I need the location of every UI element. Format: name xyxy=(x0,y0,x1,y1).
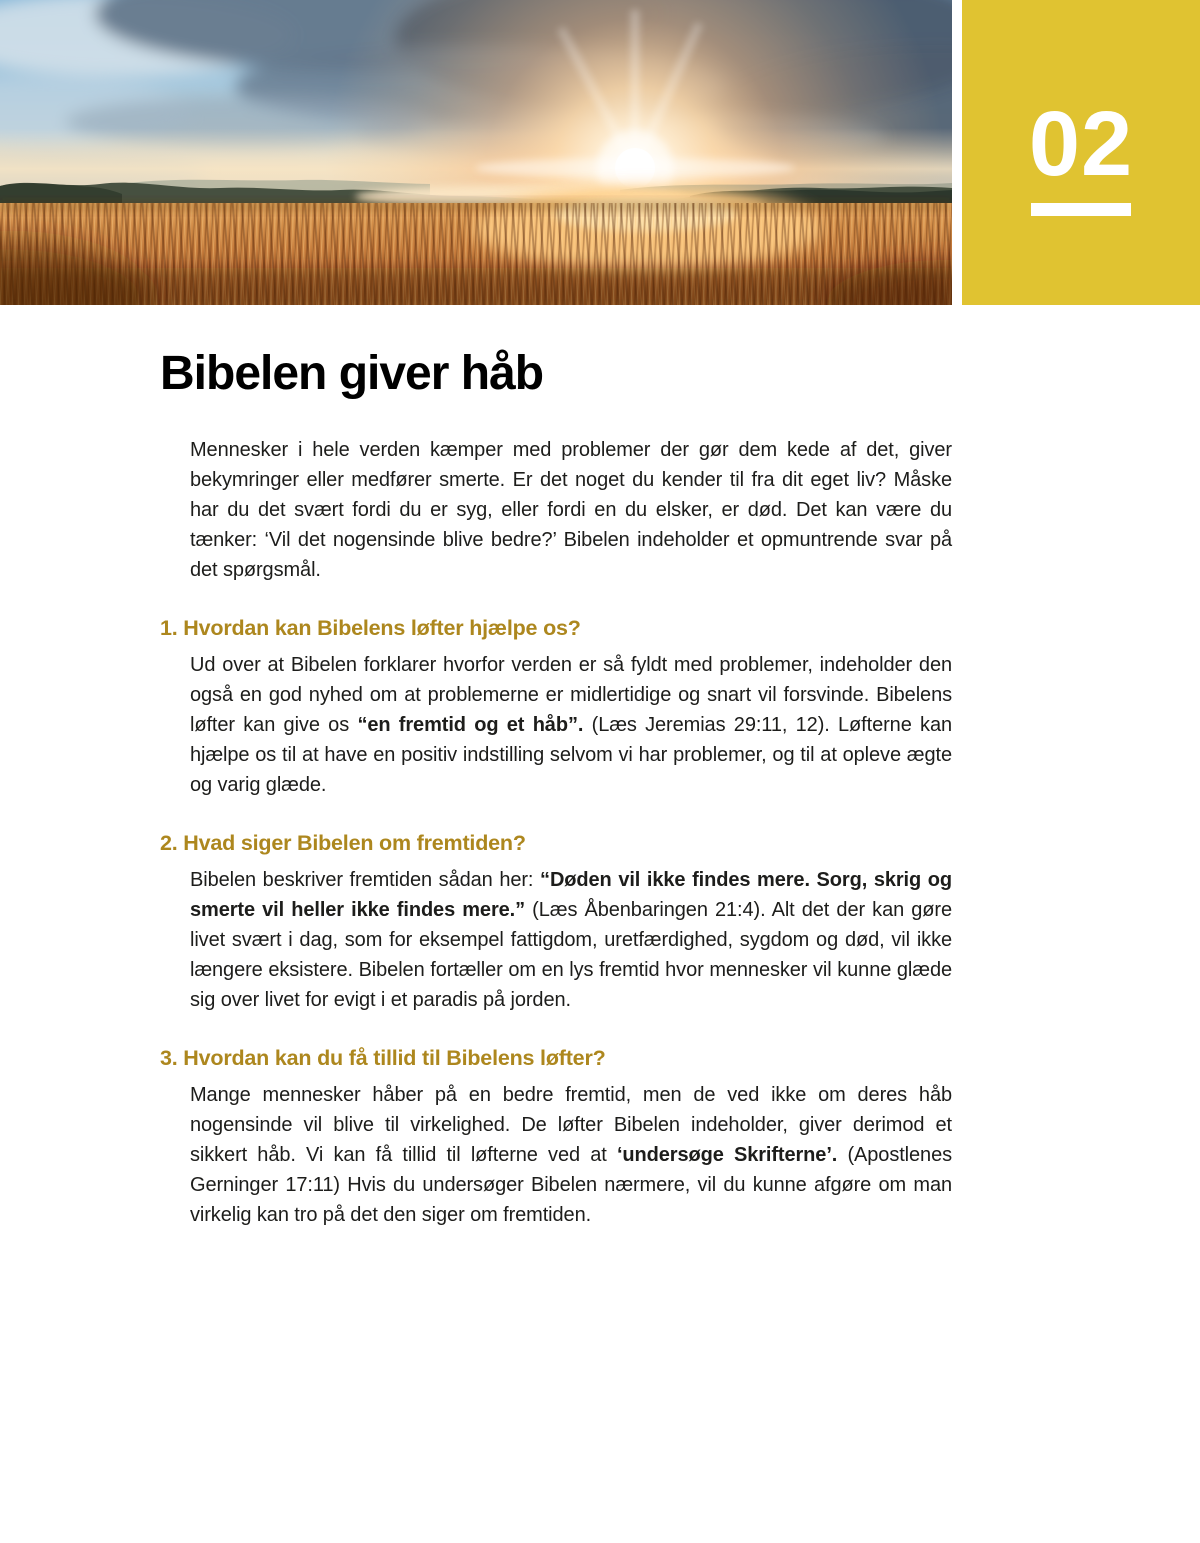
answer-paragraph-3: Mange mennesker håber på en bedre fremtid, men de ved ikke om deres håb nogensinde vil blive til virkelighed. De løfter Bibelen indeholder, giver derimod et sikkert håb. Vi kan få tillid til løfterne ved at ‘undersøge Skrifterne’. (Apostlenes Gerninger 17:11) Hvis du undersøger Bibelen nærmere, vil du kunne afgøre om man virkelig kan tro på det den siger om fremtiden. xyxy=(190,1084,952,1226)
chapter-badge xyxy=(962,0,1200,305)
section-1 xyxy=(160,615,952,800)
question-heading-2: 2. Hvad siger Bibelen om fremtiden? xyxy=(160,831,526,855)
article xyxy=(160,346,952,1230)
answer-paragraph-2: Bibelen beskriver fremtiden sådan her: “Døden vil ikke findes mere. Sorg, skrig og smerte vil heller ikke findes mere.” (Læs Åbenbaringen 21:4). Alt det der kan gøre livet svært i dag, som for eksempel fattigdom, uretfærdighed, sygdom og død, vil ikke længere eksistere. Bibelen fortæller om en lys fremtid hvor mennesker vil kunne glæde sig over livet for evigt i et paradis på jorden. xyxy=(190,869,953,1011)
hero-image xyxy=(0,0,952,305)
wheat-field-sunset-illustration xyxy=(0,0,952,305)
question-heading-1: 1. Hvordan kan Bibelens løfter hjælpe os? xyxy=(160,616,581,640)
intro-paragraph: Mennesker i hele verden kæmper med problemer der gør dem kede af det, giver bekymringer eller medfører smerte. Er det noget du kender til fra dit eget liv? Måske har du det svært fordi du er syg, eller fordi en du elsker, er død. Det kan være du tænker: ‘Vil det nogensinde blive bedre?’ Bibelen indeholder et opmuntrende svar på det spørgsmål. xyxy=(190,439,952,581)
answer-paragraph-1: Ud over at Bibelen forklarer hvorfor verden er så fyldt med problemer, indeholder den også en god nyhed om at problemerne er midlertidige og snart vil forsvinde. Bibelens løfter kan give os “en fremtid og et håb”. (Læs Jeremias 29:11, 12). Løfterne kan hjælpe os til at have en positiv indstilling selvom vi har problemer, og til at opleve ægte og varig glæde. xyxy=(190,654,952,796)
section-3 xyxy=(160,1045,952,1230)
chapter-number: 02 xyxy=(1028,92,1134,195)
page-title: Bibelen giver håb xyxy=(160,347,544,400)
question-heading-3: 3. Hvordan kan du få tillid til Bibelens løfter? xyxy=(160,1046,606,1070)
section-2 xyxy=(160,830,952,1015)
chapter-number-underline xyxy=(1031,203,1131,216)
